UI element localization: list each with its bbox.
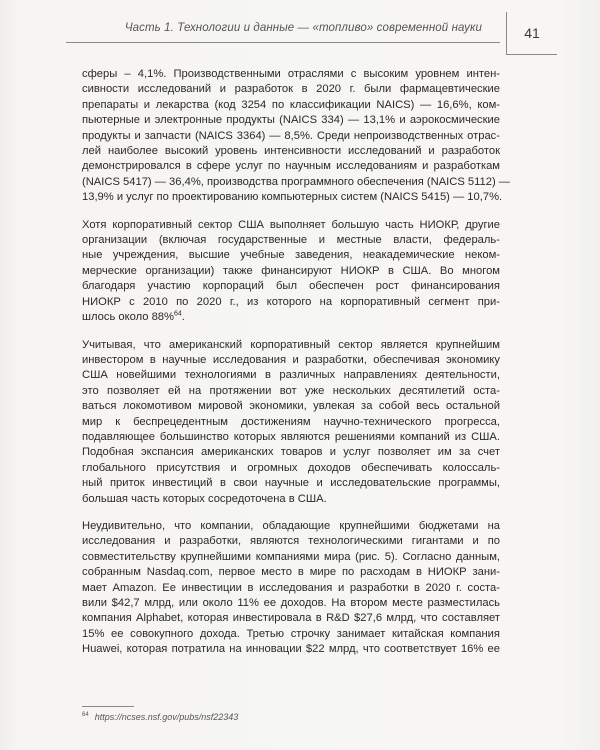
text-line: подавляющее большинство которых являются решениями компаний из США. (82, 430, 500, 443)
text-line: мерческие организации) также финансируют НИОКР в США. Во многом (82, 264, 500, 277)
text-line: это позволяет ей на протяжении вот уже нескольких десятилетий оста- (82, 384, 500, 397)
text-line: лей наиболее высокий уровень интенсивности исследований и разработок (82, 145, 500, 158)
sentence-end: . (181, 311, 185, 324)
body-text (82, 67, 510, 670)
text-line: ваться локомотивом мировой экономики, увлекая за собой весь остальной (82, 400, 500, 413)
text-line: сивности исследований и разработок в 2020 г. были фармацевтические (82, 83, 500, 96)
footnote (82, 712, 238, 722)
text-line: компания Alphabet, которая инвестировала в R&D $27,6 млрд, что составляет (82, 612, 500, 625)
text-line: совместительству крупнейшими компаниями мира (рис. 5). Согласно данным, (82, 550, 500, 563)
footnote-reference[interactable]: 64 (173, 310, 182, 318)
text-line: мир к беспрецедентным достижениям научно-технического прогресса, (82, 415, 500, 428)
text-line: шлось около 88% (82, 311, 174, 324)
paragraph-2 (82, 218, 500, 326)
paragraph-3 (82, 338, 500, 507)
footnote-number: 64 (82, 712, 89, 718)
text-line: ный приток инвестиций в свои научные и исследовательские программы, (82, 477, 500, 490)
header-rule (66, 42, 500, 43)
text-line: (NAICS 5417) — 36,4%, производства программного обеспечения (NAICS 5112) — (82, 175, 510, 188)
text-line: инвестором в научные исследования и разработки, обеспечивая экономику (82, 353, 500, 366)
text-line: США новейшими технологиями в различных направлениях деятельности, (82, 369, 500, 382)
text-line: пьютерные и электронные продукты (NAICS 334) — 13,1% и аэрокосмические (82, 114, 500, 127)
text-line: собранным Nasdaq.com, первое место в мире по расходам в НИОКР зани- (82, 566, 500, 579)
text-line: Учитывая, что американский корпоративный сектор является крупнейшим (82, 338, 500, 351)
text-line: Подобная экспансия американских товаров и услуг позволяет им за счет (82, 446, 500, 459)
page-number: 41 (506, 12, 557, 55)
text-line: исследования и разработки, являются технологическими гигантами и по (82, 535, 500, 548)
text-line: большая часть которых сосредоточена в США. (82, 492, 327, 505)
footnote-link[interactable]: https://ncses.nsf.gov/pubs/nsf22343 (94, 712, 239, 722)
paragraph-4 (82, 519, 500, 658)
text-line: мает Amazon. Ее инвестиции в исследования и разработки в 2020 г. соста- (82, 581, 500, 594)
text-line: сферы – 4,1%. Производственными отраслями с высоким уровнем интен- (82, 68, 500, 80)
text-line: 15% ее совокупного дохода. Третью строчку занимает китайская компания (82, 627, 500, 640)
text-line: глобального присутствия и огромных доходов обеспечивать колоссаль- (82, 461, 500, 474)
paragraph-1 (82, 67, 510, 206)
text-line: ные учреждения, высшие учебные заведения, неакадемические неком- (82, 249, 500, 262)
text-line-with-footnote (82, 310, 500, 325)
text-line: продукты и запчасти (NAICS 3364) — 8,5%. Среди непроизводственных отрас- (82, 129, 500, 142)
text-line: 13,9% и услуг по проектированию компьютерных систем (NAICS 5415) — 10,7%. (82, 191, 503, 204)
text-line: Неудивительно, что компании, обладающие крупнейшими бюджетами на (82, 519, 500, 532)
text-line: благодаря участию корпораций был обеспечен рост финансирования (82, 280, 500, 293)
text-line: организации (включая государственные и местные власти, федераль- (82, 234, 500, 247)
text-line: препараты и лекарства (код 3254 по классификации NAICS) — 16,6%, ком- (82, 98, 500, 111)
footnote-rule (82, 706, 134, 707)
running-header-title: Часть 1. Технологии и данные — «топливо» современной науки (124, 22, 482, 34)
text-line: демонстрировался в сфере услуг по научным исследованиям и разработкам (82, 160, 500, 173)
text-line: вили $42,7 млрд, или около 11% ее доходов. На втором месте разместилась (82, 597, 500, 609)
text-line: НИОКР с 2010 по 2020 г., из которого на корпоративный сегмент при- (82, 295, 500, 308)
text-line: Хотя корпоративный сектор США выполняет большую часть НИОКР, другие (82, 218, 500, 231)
text-line: Huawei, которая потратила на инновации $22 млрд, что соответствует 16% ее (82, 643, 500, 656)
